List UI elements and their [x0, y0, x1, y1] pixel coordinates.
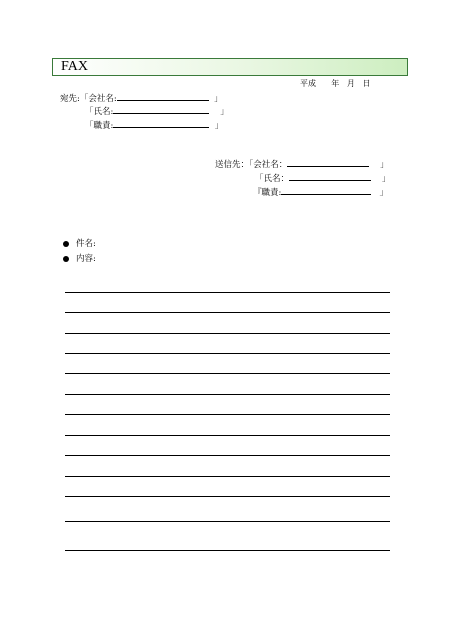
ruled-line	[65, 476, 390, 477]
date-day: 日	[362, 79, 371, 88]
to-position-label: 「職責:	[85, 121, 114, 131]
ruled-line	[65, 312, 390, 313]
date-row	[300, 78, 371, 89]
to-position-blank	[113, 119, 209, 128]
ruled-line	[65, 414, 390, 415]
to-company-line	[60, 92, 223, 104]
from-name-line	[255, 172, 390, 184]
from-position-line	[253, 186, 388, 198]
ruled-line	[65, 292, 390, 293]
ruled-line	[65, 435, 390, 436]
to-position-close: 」	[214, 121, 224, 131]
fax-title: FAX	[61, 59, 88, 74]
to-name-line	[85, 105, 229, 117]
from-company-close: 」	[380, 160, 389, 170]
from-name-blank	[289, 172, 371, 181]
from-name-label: 「氏名：	[255, 174, 290, 184]
ruled-line	[65, 353, 390, 354]
ruled-line	[65, 394, 390, 395]
from-name-close: 」	[381, 174, 391, 184]
ruled-line	[65, 455, 390, 456]
to-label: 宛先:	[60, 94, 80, 104]
from-position-close: 」	[379, 188, 388, 198]
date-month: 月	[346, 79, 355, 88]
from-position-blank	[281, 186, 371, 195]
date-era: 平成	[300, 79, 316, 88]
to-name-label: 「氏名:	[85, 107, 114, 117]
ruled-line	[65, 521, 390, 522]
from-company-blank	[287, 158, 369, 167]
from-position-label: 『職責:	[253, 188, 282, 198]
subject-label: 件名:	[76, 239, 96, 249]
to-company-label: 「会社名:	[79, 94, 117, 104]
to-company-close: 」	[214, 94, 223, 104]
from-company-line	[215, 158, 389, 170]
ruled-line	[65, 550, 390, 551]
content-label: 内容:	[76, 254, 96, 264]
from-company-label: 「会社名：	[249, 160, 288, 170]
subject-bullet-icon	[63, 241, 69, 247]
from-label: 送信先：	[215, 160, 250, 170]
date-year: 年	[331, 79, 340, 88]
to-position-line	[85, 119, 223, 131]
content-bullet-icon	[63, 256, 69, 262]
fax-title-bar	[52, 58, 408, 76]
to-name-blank	[113, 105, 209, 114]
to-company-blank	[117, 92, 209, 101]
to-name-close: 」	[220, 107, 229, 117]
ruled-line	[65, 333, 390, 334]
ruled-line	[65, 373, 390, 374]
ruled-line	[65, 496, 390, 497]
